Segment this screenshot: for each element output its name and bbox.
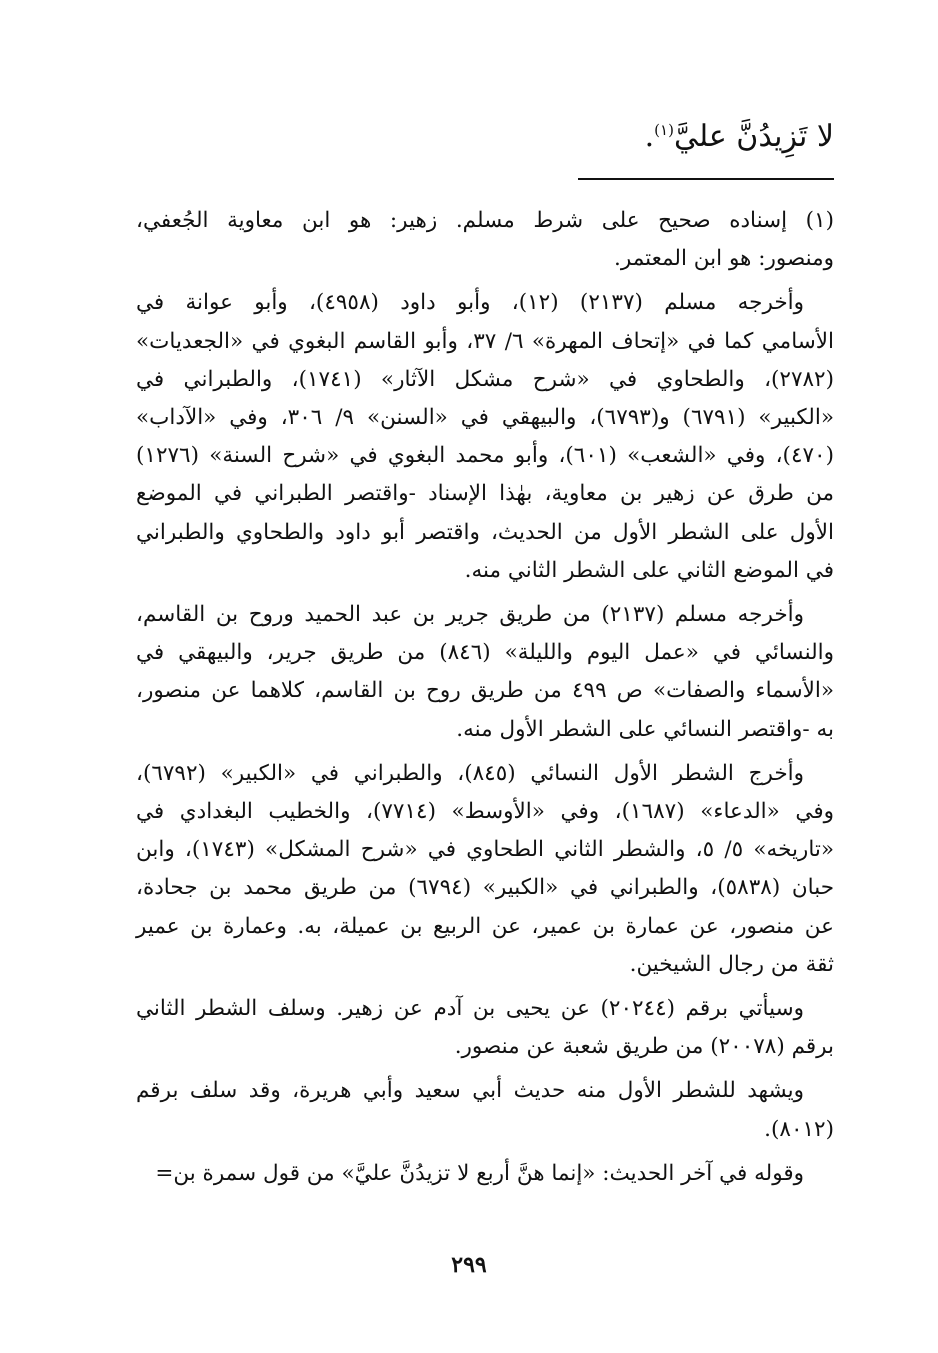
hadith-text [134,112,834,162]
footnote-paragraph [136,1155,834,1193]
footnote-line: (٤٧٠)، وفي «الشعب» (٦٠١)، وأبو محمد البغوي في «شرح السنة» (١٢٧٦) [136,443,834,469]
footnote-line: في الموضع الثاني على الشطر الثاني منه. [464,557,834,583]
footnote-paragraph [136,755,834,984]
footnote-line: من طرق عن زهير بن معاوية، بهٰذا الإسناد -واقتصر الطبراني في الموضع [136,481,834,507]
footnote-line: عن منصور، عن عمارة بن عمير، عن الربيع بن عميلة، به. وعمارة بن عمير [136,913,834,939]
end-punctuation: . [644,119,655,154]
footnote-line: (١) إسناده صحيح على شرط مسلم. زهير: هو ابن معاوية الجُعفي، [136,208,834,233]
footnote-line: والنسائي في «عمل اليوم والليلة» (٨٤٦) من طريق جرير، والبيهقي في [136,640,834,666]
footnote-line: ثقة من رجال الشيخين. [629,951,834,977]
footnote-line: وأخرجه مسلم (٢١٣٧) من طريق جرير بن عبد الحميد وروح بن القاسم، [136,602,804,628]
footnote-line: الأول على الشطر الأول من الحديث، واقتصر أبو داود والطحاوي والطبراني [136,519,834,545]
footnote-paragraph [136,284,834,590]
footnote-line: (٢٧٨٢)، والطحاوي في «شرح مشكل الآثار» (١٧٤١)، والطبراني في [136,366,834,392]
footnote-line: برقم (٢٠٠٧٨) من طريق شعبة عن منصور. [454,1034,834,1060]
footnote-paragraph [136,1072,834,1148]
footnote-line: وأخرج الشطر الأول النسائي (٨٤٥)، والطبراني في «الكبير» (٦٧٩٢)، [136,760,804,786]
footnote-line: وسيأتي برقم (٢٠٢٤٤) عن يحيى بن آدم عن زهير. وسلف الشطر الثاني [136,996,804,1022]
footnote-line: وقوله في آخر الحديث: «إنما هنَّ أربع لا تزيدُنَّ عليَّ» من قول سمرة بن= [155,1160,804,1186]
footnote-line: وأخرجه مسلم (٢١٣٧) (١٢)، وأبو داود (٤٩٥٨)، وأبو عوانة في [136,290,804,316]
footnote-paragraph [136,990,834,1066]
footnote-paragraph [136,596,834,749]
footnote-line: ومنصور: هو ابن المعتمر. [614,246,834,272]
footnote-separator [578,178,834,180]
footnote-line: «الأسماء والصفات» ص ٤٩٩ من طريق روح بن القاسم، كلاهما عن منصور، [136,678,834,704]
footnotes-section [136,202,834,1199]
footnote-line: «الكبير» (٦٧٩١) و(٦٧٩٣)، والبيهقي في «السنن» ٩/ ٣٠٦، وفي «الآداب» [136,405,834,431]
footnote-marker: (١) [654,121,674,139]
footnote-line: وفي «الدعاء» (١٦٨٧)، وفي «الأوسط» (٧٧١٤)، والخطيب البغدادي في [136,799,834,825]
page-number: ٢٩٩ [451,1252,487,1278]
footnote-line: ويشهد للشطر الأول منه حديث أبي سعيد وأبي هريرة، وقد سلف برقم [136,1078,804,1104]
footnote-line: «تاريخه» ٥/ ٥، والشطر الثاني الطحاوي في «شرح المشكل» (١٧٤٣)، وابن [136,837,835,863]
footnote-line: الأسامي كما في «إتحاف المهرة» ٦/ ٣٧، وأبو القاسم البغوي في «الجعديات» [136,328,835,354]
hadith-phrase: لا تَزِيدُنَّ عليَّ [673,119,834,154]
footnote-line: حبان (٥٨٣٨)، والطبراني في «الكبير» (٦٧٩٤) من طريق محمد بن جحادة، [136,875,834,901]
footnote-line: (٨٠١٢). [764,1116,834,1142]
footnote-paragraph [136,202,834,278]
footnote-line: به -واقتصر النسائي على الشطر الأول منه. [456,716,834,742]
